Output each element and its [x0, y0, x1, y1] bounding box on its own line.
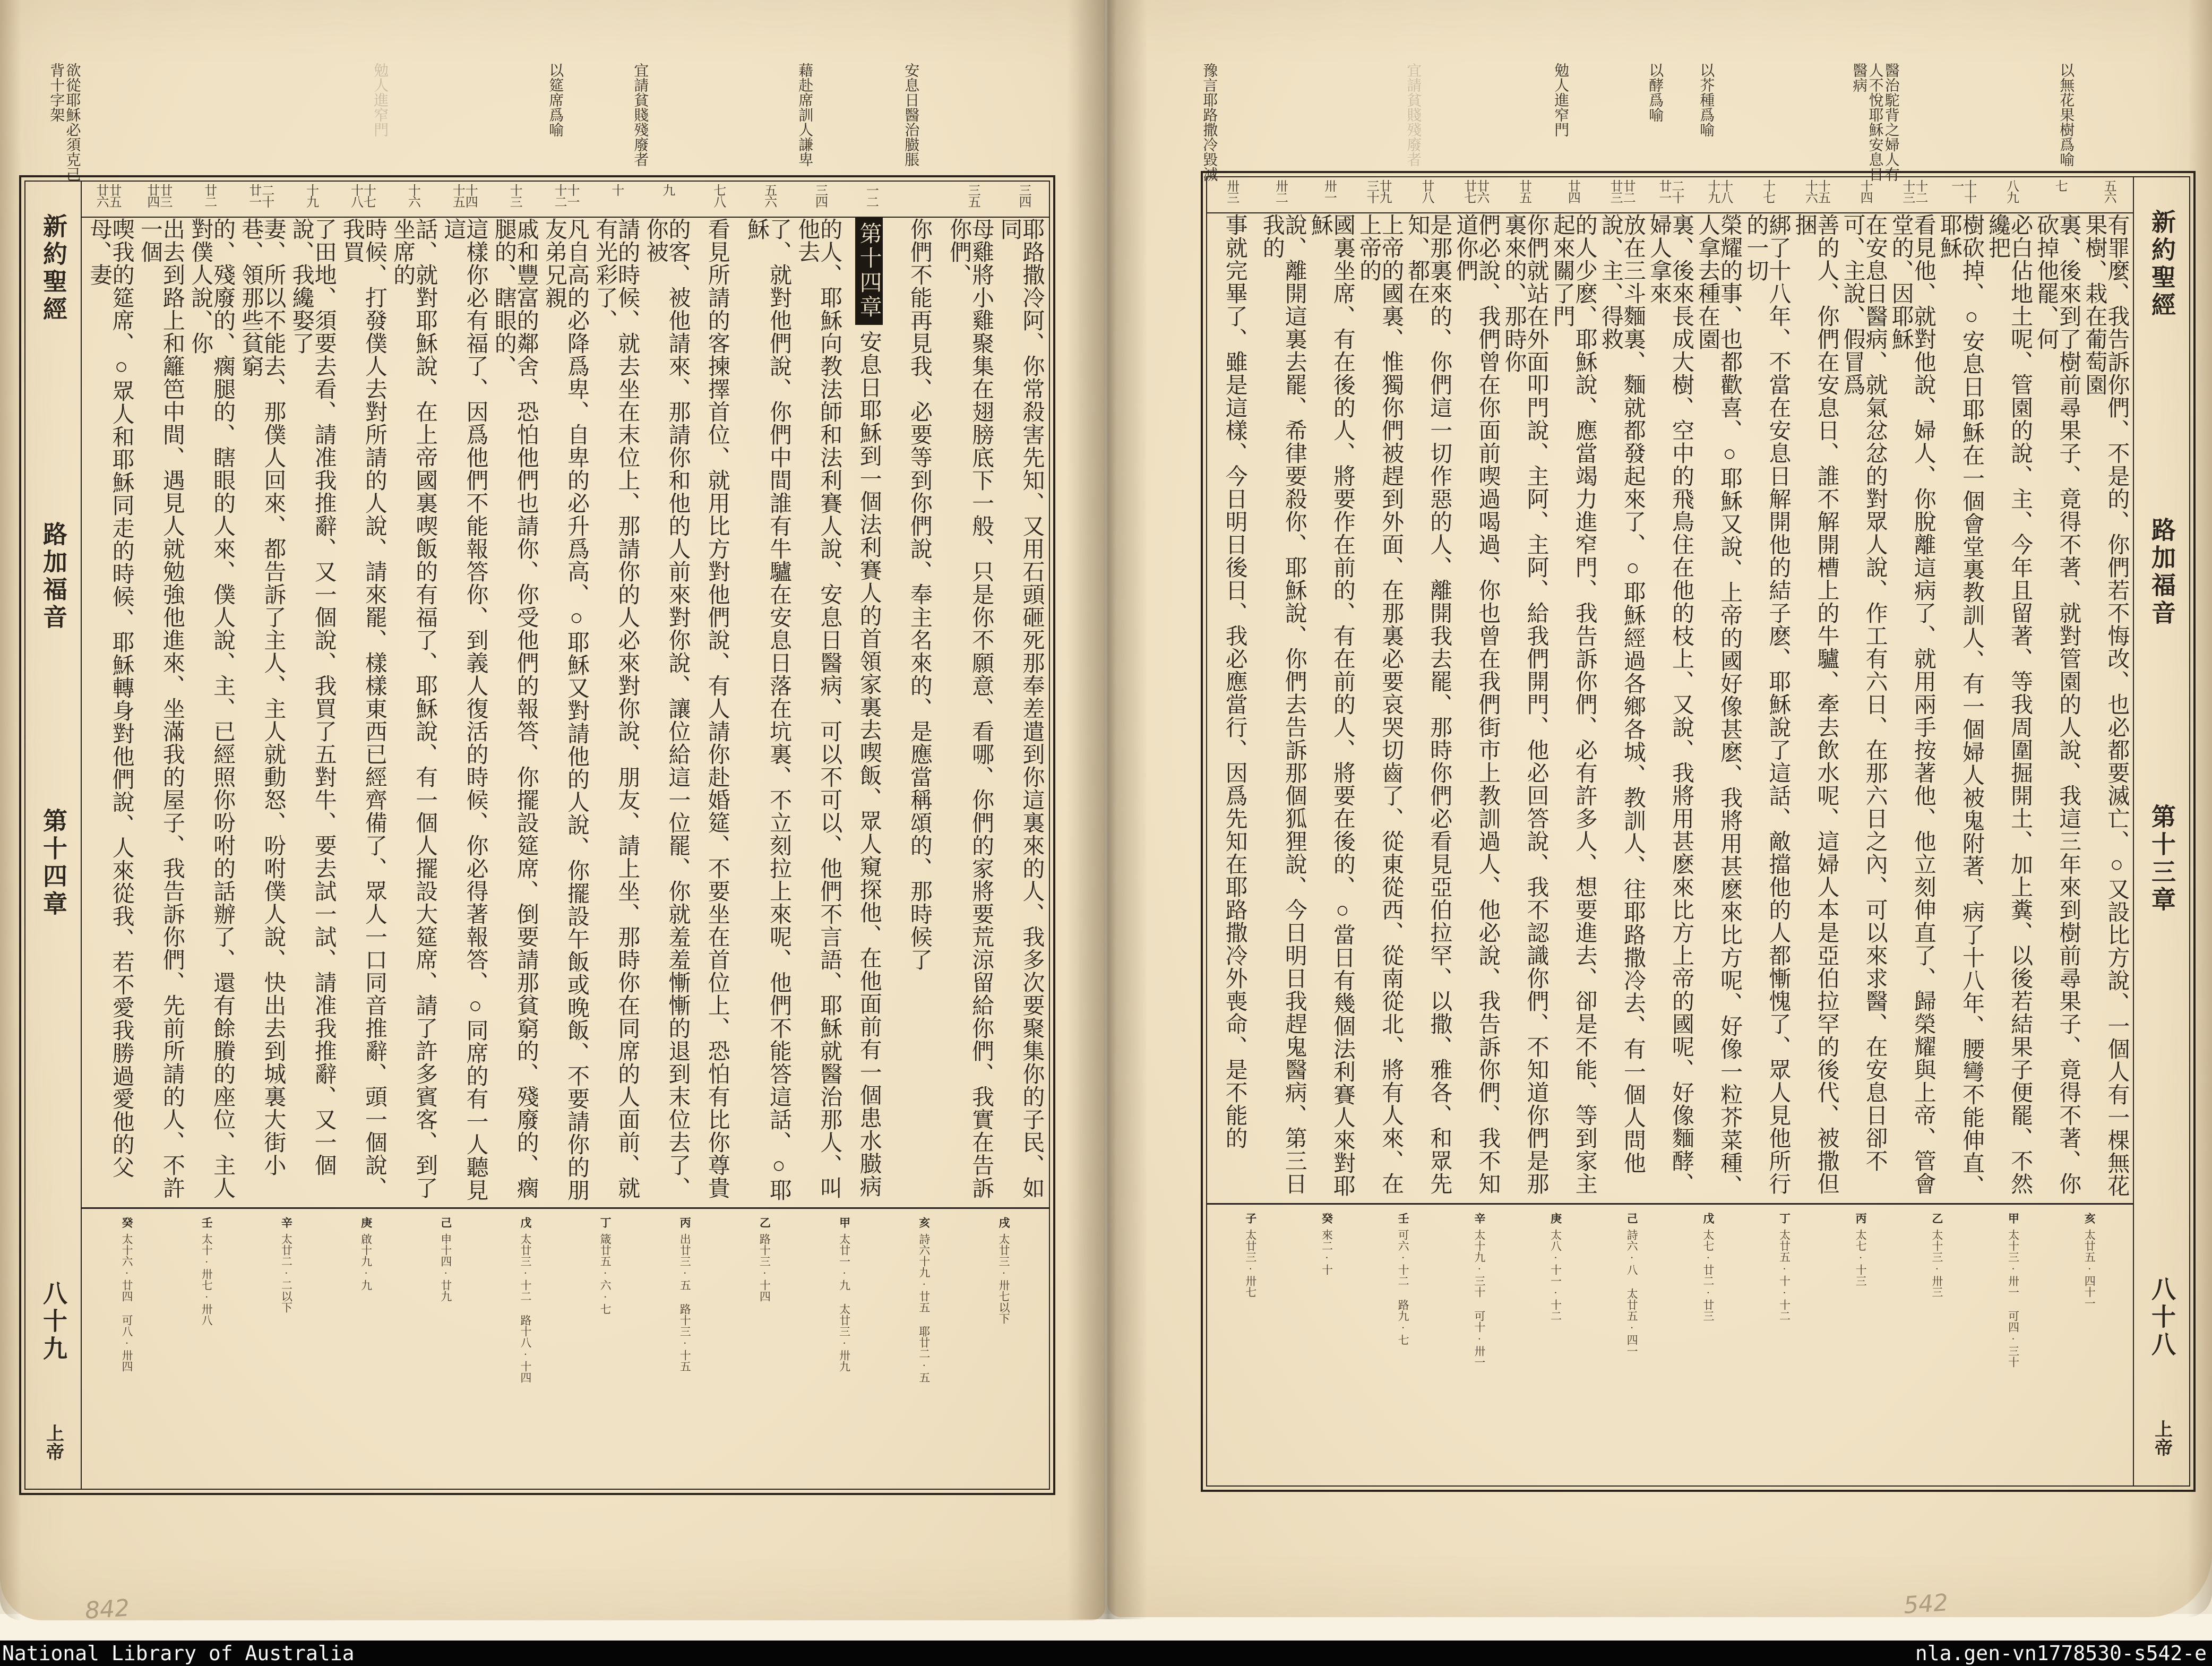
- verse-number-band: [82, 182, 1049, 218]
- margin-title-segment: 上帝: [2151, 1420, 2172, 1457]
- verse-number-cell: 三四: [813, 184, 827, 207]
- verse-number-cell: 廿五廿六: [94, 184, 121, 207]
- reference-marker: 乙: [758, 1217, 771, 1228]
- verse-number-cell: 十九: [304, 184, 318, 207]
- verse-number-cell: [896, 182, 947, 217]
- text-column: 綁了十八年、不當在安息日解開他的結子麽、耶穌說了這話、敵擋他的人都慚愧了、眾人見他所行的一切: [1743, 213, 1791, 1195]
- reference-marker: 乙: [1930, 1213, 1943, 1224]
- verse-number-cell: 二十廿一: [246, 184, 273, 207]
- reference-entry: 庚啟十九·九: [359, 1217, 373, 1291]
- reference-entry: 辛太廿二·二以下: [280, 1217, 293, 1313]
- cross-references-left: [87, 1217, 1044, 1484]
- reference-marker: 亥: [2083, 1213, 2096, 1224]
- verse-number-cell: 廿四: [1565, 179, 1580, 203]
- binding-gutter-shadow: [1067, 0, 1147, 1619]
- margin-note: 以酵爲喻: [1647, 63, 1664, 122]
- verse-number-cell: 七八: [711, 184, 725, 207]
- text-column: 你們就站在外面叩門說、主阿、主阿、給我們開門、他必回答說、我不認識你們、不知道你們是那裏來的、那時你: [1501, 213, 1548, 1195]
- reference-entry: 己詩六·八 太廿五·四一: [1625, 1213, 1639, 1356]
- text-column: 榮耀的事、也都歡喜、○耶穌又說、上帝的國好像甚麽、我將用甚麽來比方呢、好像一粒芥菜種、人拿去種在園: [1695, 213, 1742, 1197]
- top-margin-notes-left: [0, 63, 1105, 186]
- text-column: 的人少麽、耶穌說、應當竭力進窄門、我告訴你們、必有許多人、想要進去、卻是不能、等到家主起來關了門: [1550, 213, 1597, 1195]
- chapter-heading-box: 第十四章: [855, 218, 883, 325]
- margin-note: 勉人進窄門: [372, 63, 389, 137]
- reference-entry: 乙太十三·卅三: [1930, 1213, 1943, 1298]
- page-left: [0, 0, 1105, 1625]
- margin-title-segment: 路加福音: [40, 521, 67, 632]
- verse-number-cell: 十二十三: [1900, 179, 1927, 203]
- reference-marker: 戊: [1701, 1213, 1715, 1224]
- verse-number-cell: 二十廿一: [1656, 179, 1683, 203]
- verse-number-cell: 十五十六: [1803, 179, 1830, 203]
- reference-entry: 甲太廿一·九 太廿三·卅九: [838, 1217, 851, 1372]
- reference-entry: 癸來二·十: [1320, 1213, 1333, 1275]
- reference-marker: 甲: [838, 1217, 851, 1228]
- reference-marker: 辛: [1473, 1213, 1486, 1224]
- pencil-mark-left: 842: [84, 1594, 131, 1625]
- reference-marker: 丁: [1778, 1213, 1791, 1224]
- text-column: 耶路撒冷阿、你常殺害先知、又用石頭砸死那奉差遣到你這裏來的人、我多次要聚集你的子民、如同: [997, 218, 1044, 1199]
- text-column: 裏、後來長成大樹、空中的飛鳥住在他的枝上、又說、我將用甚麽來比方上帝的國呢、好像麵酵、婦人拿來: [1647, 213, 1694, 1195]
- text-column: 事就完畢了、雖是這樣、今日明日後日、我必應當行、因爲先知在耶路撒冷外喪命、是不能的: [1222, 213, 1247, 1149]
- verse-number-cell: 九: [660, 184, 674, 195]
- text-column: 必白佔地土呢、管園的說、主、今年且留著、等我周圍掘開土、加上糞、以後若結果子便罷、不然纔把: [1985, 213, 2033, 1195]
- text-column: 的、殘廢的、瘸腿的、瞎眼的人來、僕人說、主、已經照你吩咐的話辦了、還有餘賸的座位、主人對僕人說、你: [188, 218, 235, 1199]
- verse-number-cell: 廿二廿三: [1608, 179, 1635, 203]
- text-column: 了田地、須要去看、請准我推辭、又一個說、我買了五對牛、要去試一試、請准我推辭、又一個說、我纔娶了: [289, 218, 336, 1176]
- text-column: 這樣你必有福了、因爲他們不能報答你、到義人復活的時候、你必得著報答、○同席的有一人聽見這: [441, 218, 488, 1201]
- text-frame-left: [19, 175, 1055, 1495]
- verse-number-cell: 十四十五: [450, 184, 477, 207]
- reference-entry: 丙出廿三·五 路十三·十五: [678, 1217, 692, 1372]
- reference-marker: 亥: [917, 1217, 931, 1228]
- reference-marker: 庚: [1549, 1213, 1562, 1224]
- verse-number-cell: 廿八: [1419, 179, 1433, 203]
- text-column: 話、就對耶穌說、在上帝國裏喫飯的有福了、耶穌說、有一個人擺設大筵席、請了許多賓客、到了坐席的: [390, 218, 437, 1199]
- reference-marker: 壬: [200, 1217, 213, 1228]
- text-column: 妻、所以不能去、那僕人回來、都告訴了主人、主人就動怒、吩咐僕人說、快出去到城裏大街小巷、領那些貧窮: [238, 218, 286, 1176]
- verse-number-cell: 卅二: [1273, 179, 1287, 203]
- reference-marker: 戌: [997, 1217, 1010, 1228]
- reference-marker: 癸: [121, 1217, 134, 1228]
- text-column: 第十四章安息日耶穌到一個法利賽人的首領家裏去喫飯、眾人窺探他、在他面前有一個患水臌病: [844, 218, 894, 1206]
- margin-title-column-left: [25, 182, 82, 1489]
- text-column: 母雞將小雞聚集在翅膀底下一般、只是你不願意、看哪、你們的家將要荒涼留給你們、我實在告訴你們、: [946, 218, 994, 1199]
- verse-number-cell: 十六: [406, 184, 420, 207]
- verse-number-cell: 十三: [507, 184, 522, 207]
- reference-marker: 壬: [1397, 1213, 1410, 1224]
- verse-number-cell: 廿九三十: [1364, 179, 1391, 203]
- verse-number-cell: 十十一: [1949, 179, 1976, 203]
- verse-number-cell: 十八十九: [1705, 179, 1732, 203]
- verse-number-cell: 八九: [2004, 179, 2018, 203]
- verse-number-cell: 卅三: [1224, 179, 1238, 203]
- text-column: 請的時候、就去坐在末位上、那請你的人必來對你說、朋友、請上坐、那時你在同席的人面前、就有光彩了、: [592, 218, 640, 1199]
- verse-number-cell: 五六: [2102, 179, 2116, 203]
- text-column: 看見他、就對他說、婦人、你脫離這病了、就用兩手按著他、他立刻伸直了、歸榮耀與上帝、管會堂的、因耶穌: [1888, 213, 1935, 1195]
- verse-number-cell: 十七: [1760, 179, 1775, 203]
- text-column: 樹砍掉、○安息日耶穌在一個會堂裏教訓人、有一個婦人被鬼附著、病了十八年、腰彎不能伸直、耶穌: [1936, 213, 1984, 1197]
- text-column: 出去到路上和籬笆中間、遇見人就勉強他進來、坐滿我的屋子、我告訴你們、先前所請的人、不許一個: [137, 218, 184, 1199]
- reference-marker: 庚: [359, 1217, 373, 1228]
- text-column: 有罪麼、我告訴你們、不是的、你們若不悔改、也必都要滅亡、○又設比方說、一個人有一棵無花果樹、栽在葡萄園: [2082, 213, 2129, 1197]
- text-column: 凡自高的必降爲卑、自卑的必升爲高、○耶穌又對請他的人說、你擺設午飯或晚飯、不要請你的朋友弟兄親: [541, 218, 589, 1201]
- verse-number-cell: 十七十八: [348, 184, 375, 207]
- text-column: 戚和豐富的鄰舍、恐怕他們也請你、你受他們的報答、你擺設筵席、倒要請那貧窮的、殘廢的、瘸腿的、瞎眼的、: [491, 218, 538, 1199]
- page-right: [1107, 0, 2212, 1617]
- text-column: 裏、後來到了樹前尋果子、竟得不著、就對管園的人說、我這三年來到樹前尋果子、竟得不著、你砍掉他罷、何: [2034, 213, 2081, 1195]
- reference-marker: 癸: [1320, 1213, 1333, 1224]
- verse-number-cell: 廿六廿七: [1461, 179, 1488, 203]
- text-column: 是那裏來的、你們這一切作惡的人、離開我去罷、那時你們必看見亞伯拉罕、以撒、雅各、和眾先知、都在: [1405, 213, 1452, 1195]
- reference-divider: [1207, 1203, 2133, 1205]
- reference-marker: 己: [439, 1217, 452, 1228]
- reference-marker: 辛: [280, 1217, 293, 1228]
- verse-number-cell: 七: [2053, 179, 2067, 191]
- text-column: 了、就對他們說、你們中間誰有牛驢在安息日落在坑裏、不立刻拉上來呢、他們不能答這話、○耶穌: [744, 218, 791, 1201]
- margin-note: 以芥種爲喻: [1698, 63, 1715, 137]
- margin-title-column-right: [2133, 177, 2189, 1485]
- reference-entry: 丁太廿五·十·十二: [1778, 1213, 1791, 1321]
- margin-title-segment: 第十四章: [40, 808, 67, 918]
- reference-divider: [82, 1207, 1049, 1209]
- reference-marker: 戊: [519, 1217, 532, 1228]
- verse-number-cell: 一二: [864, 184, 878, 207]
- reference-entry: 癸太十六·廿四 可八·卅四: [121, 1217, 134, 1372]
- reference-marker: 己: [1625, 1213, 1639, 1224]
- reference-entry: 甲太十三·卅一 可四·三十: [2007, 1213, 2020, 1368]
- reference-entry: 戊太七·廿二·廿三: [1701, 1213, 1715, 1321]
- reference-entry: 子太廿三·卅七: [1244, 1213, 1257, 1298]
- caption-bar: [0, 1641, 2212, 1666]
- verse-number-cell: 十四: [1858, 179, 1872, 203]
- text-column: 喫我的筵席、○眾人和耶穌同走的時候、耶穌轉身對他們說、人來從我、若不愛我勝過愛他的父母、妻: [87, 218, 134, 1179]
- verse-number-cell: 三四: [1017, 184, 1031, 207]
- scripture-text-left: [85, 218, 1046, 1206]
- catalogue-id: nla.gen-vn1778530-s542-e: [1915, 1642, 2207, 1665]
- top-margin-notes-right: [1107, 63, 2212, 186]
- text-column: 你們不能再見我、必要等到你們說、奉主名來的、是應當稱頌的、那時候了: [907, 218, 932, 971]
- text-column: 的客、被他請來、那請你和他的人前來對你說、讓位給這一位罷、你就羞羞慚慚的退到末位去了、你被: [643, 218, 690, 1199]
- reference-entry: 戌太廿三·卅七以下: [997, 1217, 1010, 1324]
- margin-note: 醫治駝背之婦人有人不悅耶穌安息日醫病: [1850, 63, 1899, 182]
- reference-entry: 壬可六·十二 路九·七: [1397, 1213, 1410, 1345]
- text-column: 國裏坐席、有在後的人、將要作在前的、有在前的人、將要在後的、○當日有幾個法利賽人來對耶穌: [1307, 213, 1355, 1197]
- reference-entry: 壬太十·卅七·卅八: [200, 1217, 213, 1326]
- verse-number-cell: 廿二: [202, 184, 216, 207]
- text-column: 看見所請的客揀擇首位、就用比方對他們說、有人請你赴婚筵、不要坐在首位上、恐怕有比你尊貴: [704, 218, 729, 1199]
- verse-number-cell: 十: [609, 184, 623, 195]
- scripture-text-right: [1210, 213, 2130, 1202]
- text-column: 的人、耶穌向教法師和法利賽人說、安息日醫病、可以不可以、他們不言語、耶穌就醫治那人、叫他去: [795, 218, 842, 1199]
- library-caption: National Library of Australia: [2, 1642, 355, 1665]
- margin-note: 欲從耶穌必須克己背十字架: [48, 63, 81, 182]
- verse-number-cell: 廿五: [1517, 179, 1531, 203]
- margin-title-segment: 第十三章: [2148, 804, 2175, 914]
- reference-entry: 己申十四·廿九: [439, 1217, 452, 1302]
- reference-entry: 辛太十九·三十 可十·卅一: [1473, 1213, 1486, 1368]
- reference-marker: 子: [1244, 1213, 1257, 1224]
- text-frame-right: [1201, 171, 2196, 1492]
- reference-entry: 庚太八·十一·十二: [1549, 1213, 1562, 1321]
- margin-note: 宜請貧賤殘廢者: [632, 63, 649, 167]
- reference-entry: 亥詩六十九·廿五 耶廿二·五: [917, 1217, 931, 1383]
- text-column: 說、離開這裏去罷、希律要殺你、耶穌說、你們去告訴那個狐狸說、今日明日我趕鬼醫病、第三日我的: [1259, 213, 1306, 1195]
- reference-marker: 甲: [2007, 1213, 2020, 1224]
- reference-entry: 丙太七·十三: [1854, 1213, 1867, 1286]
- margin-title-segment: 八十九: [40, 1281, 67, 1363]
- reference-marker: 丙: [678, 1217, 692, 1228]
- pencil-mark-right: 542: [1903, 1589, 1949, 1619]
- margin-title-segment: 新約聖經: [40, 213, 67, 324]
- page-edge-shade: [0, 0, 21, 1620]
- margin-title-segment: 上帝: [43, 1424, 63, 1461]
- verse-number-cell: 十一十二: [552, 184, 579, 207]
- reference-entry: 丁箴廿五·六·七: [599, 1217, 612, 1315]
- verse-number-band: [1207, 177, 2133, 213]
- reference-marker: 丁: [599, 1217, 612, 1228]
- margin-note: 以筵席爲喻: [547, 63, 564, 137]
- margin-note: 以無花果樹爲喻: [2058, 63, 2075, 167]
- reference-entry: 戊太廿三·十二 路十八·十四: [519, 1217, 532, 1383]
- text-column: 放在三斗麵裏、麵就都發起來了、○耶穌經過各鄉各城、教訓人、往耶路撒冷去、有一個人問他說、主、得救: [1598, 213, 1645, 1174]
- text-column: 上帝的國裏、惟獨你們被趕到外面、在那裏必要哀哭切齒了、從東從西、從南從北、將有人來、在上帝的: [1356, 213, 1404, 1195]
- margin-note: 宜請貧賤殘廢者: [1405, 63, 1422, 167]
- margin-note: 勉人進窄門: [1552, 63, 1569, 137]
- cross-references-right: [1212, 1213, 2128, 1481]
- reference-marker: 丙: [1854, 1213, 1867, 1224]
- margin-note: 藉赴席訓人謙卑: [796, 63, 813, 167]
- text-column: 在安息日醫病、就氣忿忿的對眾人說、作工有六日、在那六日之內、可以來求醫、在安息日卻不可、主說、假冒爲: [1840, 213, 1887, 1172]
- text-column: 善的人、你們在安息日、誰不解開槽上的牛驢、牽去飲水呢、這婦人本是亞伯拉罕的後代、被撒但捆: [1792, 213, 1839, 1195]
- verse-number-cell: 卅一: [1322, 179, 1336, 203]
- margin-note: 豫言耶路撒冷毀滅: [1201, 63, 1218, 182]
- margin-title-segment: 八十八: [2148, 1276, 2175, 1359]
- text-column: 們必說、我們曾在你面前喫過喝過、你也曾在我們街市上教訓過人、他必說、我告訴你們、我不知道你們: [1453, 213, 1500, 1195]
- verse-number-cell: 五六: [762, 184, 776, 207]
- reference-entry: 亥太廿五·四十一: [2083, 1213, 2096, 1309]
- verse-number-cell: 廿三廿四: [144, 184, 171, 207]
- margin-title-segment: 路加福音: [2148, 517, 2175, 628]
- reference-entry: 乙路十三·十四: [758, 1217, 771, 1302]
- margin-note: 安息日醫治臌脹: [902, 63, 919, 167]
- text-column: 時候、打發僕人去對所請的人說、請來罷、樣樣東西已經齊備了、眾人一口同音推辭、頭一個說、我買: [339, 218, 386, 1199]
- verse-number-cell: 三五: [966, 184, 980, 207]
- margin-title-segment: 新約聖經: [2148, 209, 2175, 320]
